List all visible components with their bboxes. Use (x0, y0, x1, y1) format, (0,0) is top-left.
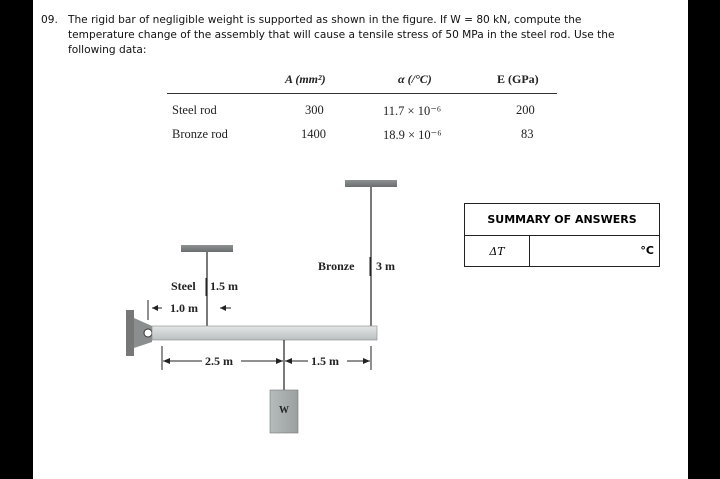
row-bronze-label: Bronze rod (172, 127, 228, 141)
bronze-label: Bronze (318, 259, 355, 273)
summary-of-answers (464, 203, 660, 267)
arrowhead-icon (152, 305, 158, 311)
problem-text-line-3: following data: (68, 44, 147, 56)
steel-ceiling-support (181, 245, 233, 252)
pin-offset-label: 1.0 m (170, 301, 198, 315)
row-steel-label: Steel rod (172, 103, 217, 117)
bronze-length: 3 m (376, 259, 395, 273)
row-steel-modulus: 200 (516, 103, 535, 117)
answer-row (465, 236, 659, 266)
row-bronze-area: 1400 (301, 127, 326, 141)
problem-text-line-1: The rigid bar of negligible weight is supported as shown in the figure. If W = 80 kN, compute the (68, 14, 582, 26)
header-area: A (mm²) (285, 72, 326, 86)
dimension-right-label: 1.5 m (311, 354, 339, 368)
arrowhead-icon (276, 358, 283, 364)
header-alpha: α (/°C) (398, 72, 432, 86)
arrowhead-icon (285, 358, 292, 364)
arrowhead-icon (220, 305, 226, 311)
arrowhead-icon (363, 358, 370, 364)
wall-support (126, 310, 134, 356)
problem-text-line-2: temperature change of the assembly that will cause a tensile stress of 50 MPa in the steel rod. Use the (68, 29, 615, 41)
weight-label: W (279, 405, 289, 416)
answer-unit: °C (640, 244, 654, 257)
pin-icon (144, 329, 152, 337)
dimension-left-label: 2.5 m (205, 354, 233, 368)
row-steel-alpha: 11.7 × 10⁻⁶ (383, 104, 442, 118)
steel-label: Steel (171, 279, 196, 293)
header-modulus: E (GPa) (497, 72, 539, 86)
bronze-ceiling-support (345, 180, 397, 187)
arrowhead-icon (163, 358, 170, 364)
row-bronze-alpha: 18.9 × 10⁻⁶ (383, 128, 442, 142)
delta-t-symbol: ΔT (465, 236, 530, 266)
row-bronze-modulus: 83 (521, 127, 534, 141)
row-steel-area: 300 (305, 103, 324, 117)
problem-number: 09. (41, 14, 58, 26)
steel-length: 1.5 m (210, 279, 238, 293)
rigid-bar (152, 326, 377, 340)
answer-field[interactable] (530, 236, 659, 266)
summary-title: SUMMARY OF ANSWERS (465, 204, 659, 236)
